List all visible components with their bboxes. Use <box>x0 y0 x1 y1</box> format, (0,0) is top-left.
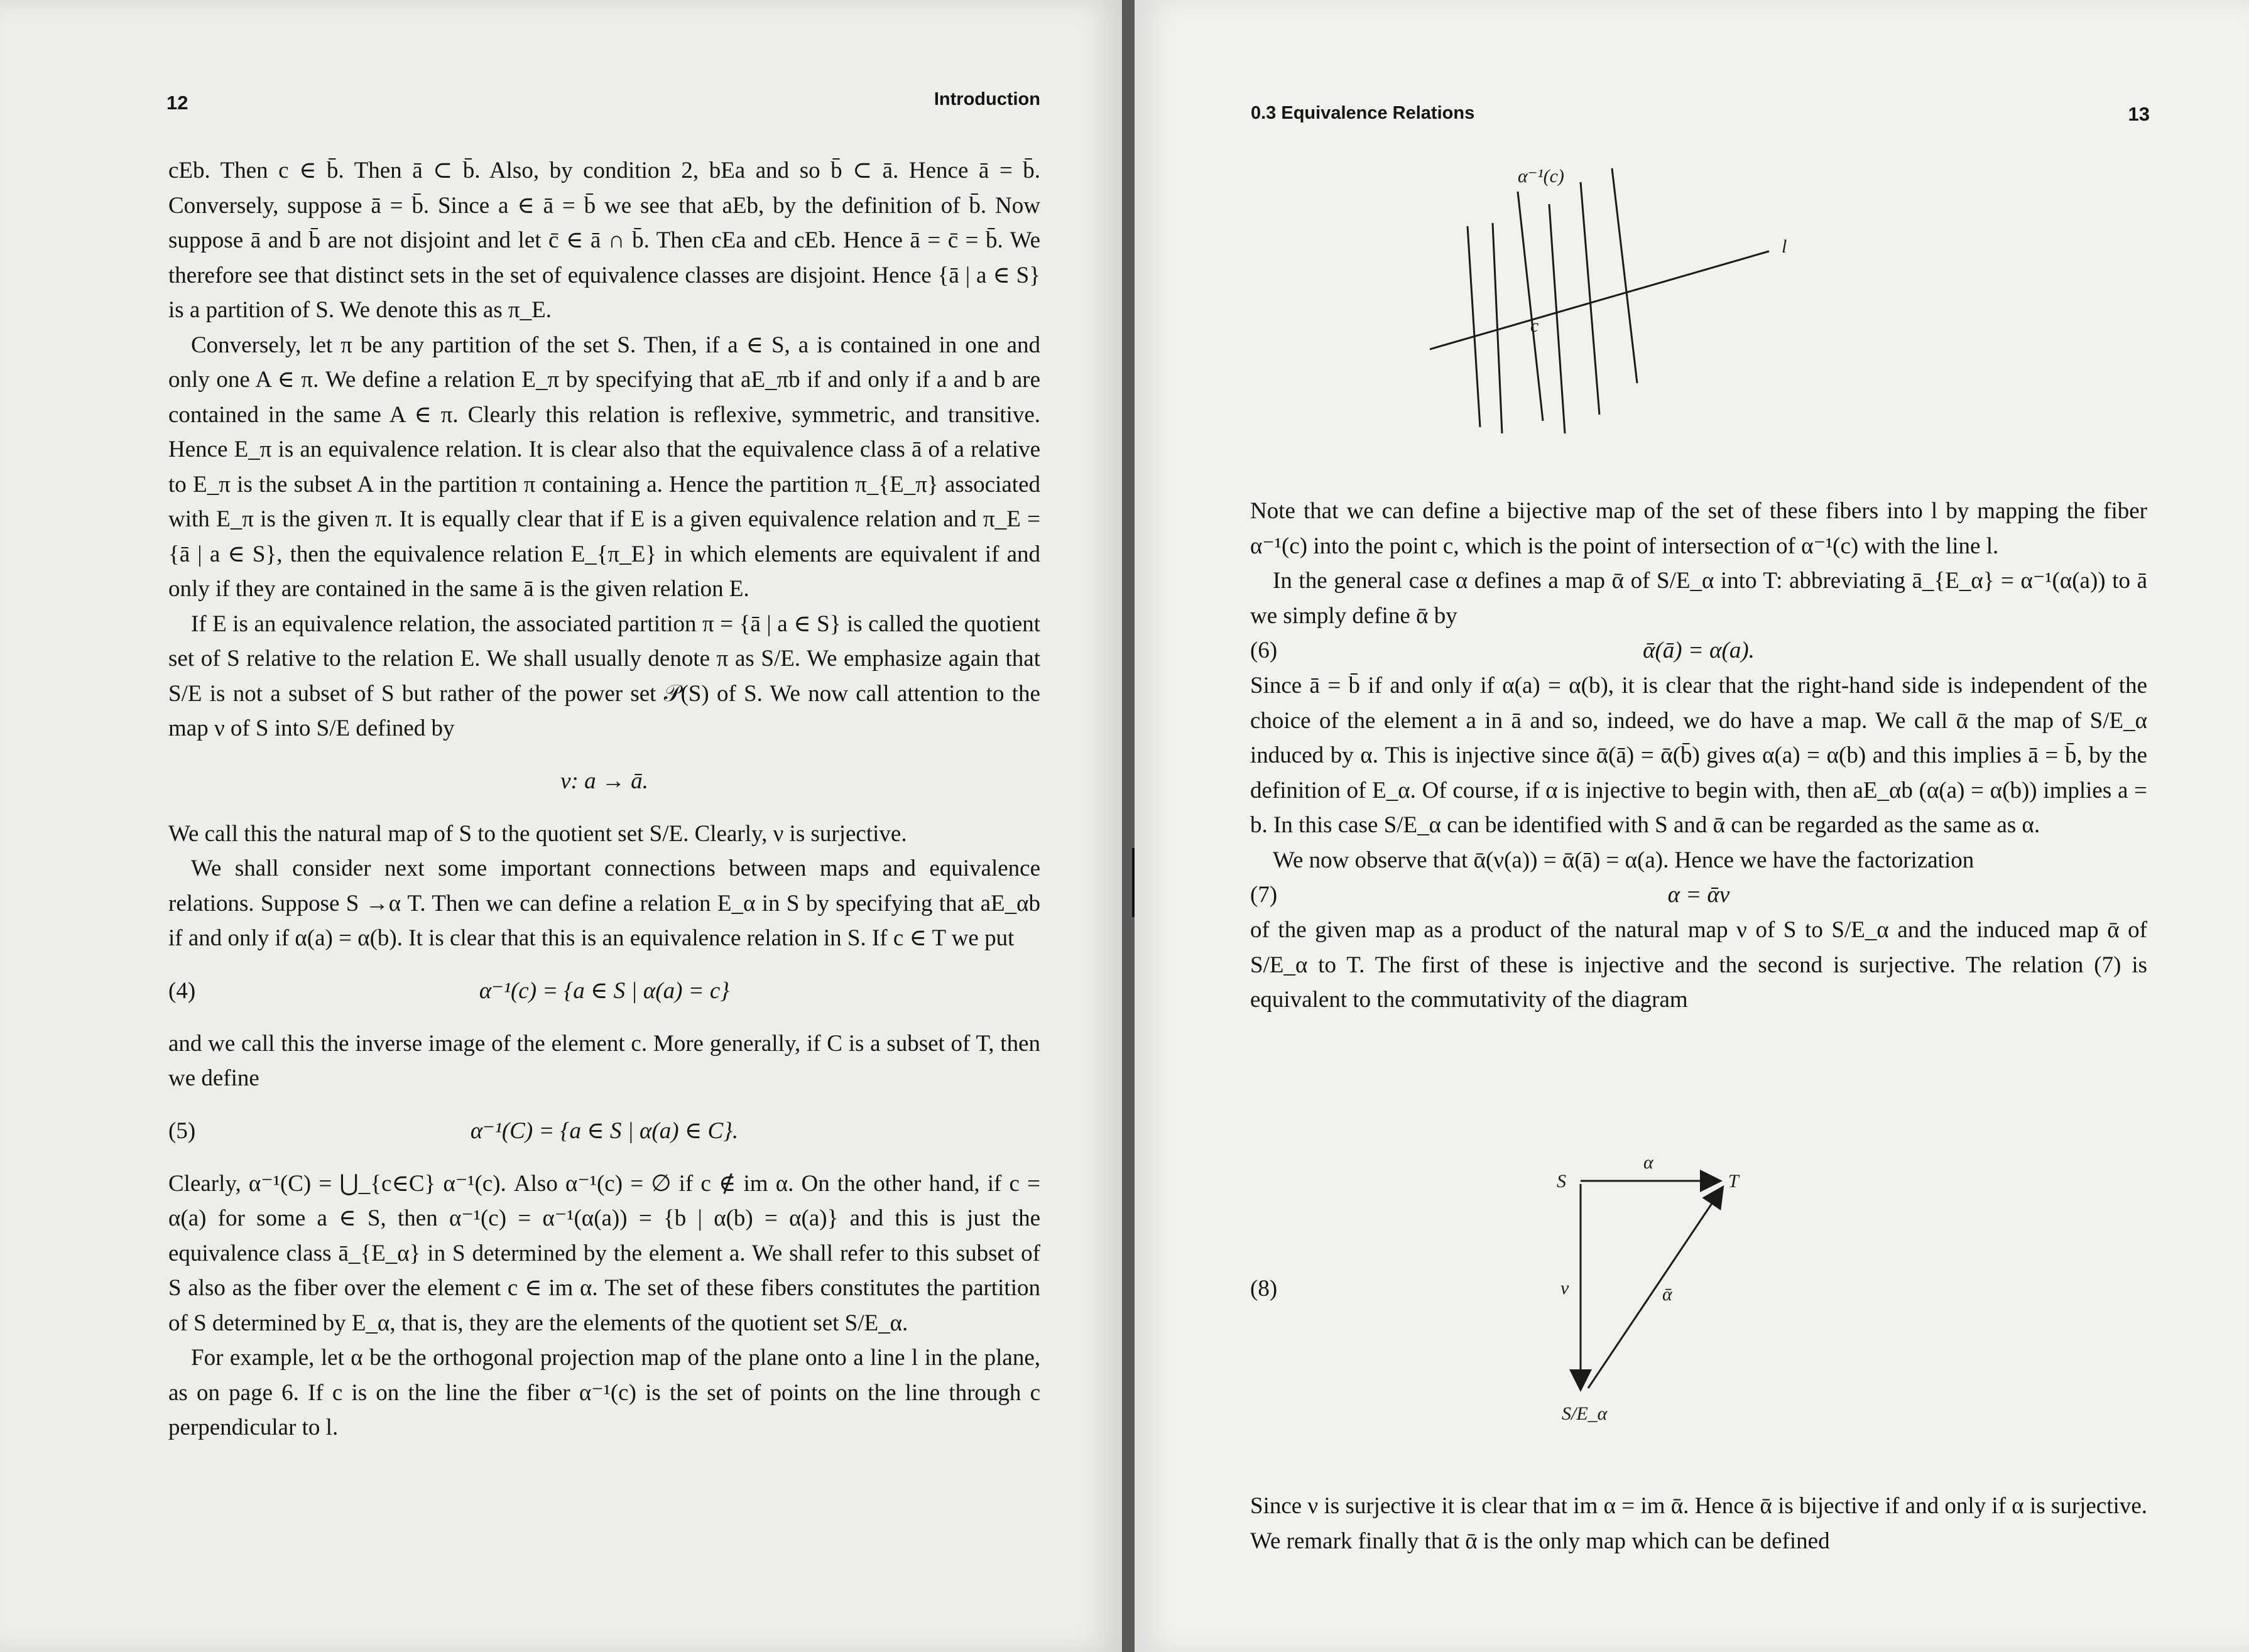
paragraph: We shall consider next some important connections between maps and equivalence relations. Suppose S →α T. Then we can define a relation E_α in S by specifying that aE_αb if and only if α(a) = α(b). It is clear that this is an equivalence relation in S. If c ∈ T we put <box>168 856 1040 951</box>
fiber-figure <box>1430 157 1819 452</box>
line-l <box>1430 251 1769 349</box>
paragraph: Conversely, let π be any partition of the set S. Then, if a ∈ S, a is contained in one and only one A ∈ π. We define a relation E_π by specifying that aE_πb if and only if a and b are contained in the same A ∈ π. Clearly this relation is reflexive, symmetric, and transitive. Hence E_π is an equivalence relation. It is clear also that the equivalence class ā of a relative to E_π is the subset A in the partition π containing a. Hence the partition π_{E_π} associated with E_π is the given π. It is equally clear that if E is a given equivalence relation and π_E = {ā | a ∈ S}, then the equivalence relation E_{π_E} in which elements are equivalent if and only if they are contained in the same ā is the given relation E. <box>168 332 1040 602</box>
equation-6 <box>1250 633 2147 668</box>
fiber-line <box>1581 182 1599 415</box>
fiber-line <box>1468 226 1480 427</box>
label-alpha: α <box>1643 1152 1653 1173</box>
left-page <box>0 0 1122 1652</box>
page-number: 12 <box>166 92 188 114</box>
fiber-line <box>1518 192 1543 421</box>
paragraph: Clearly, α⁻¹(C) = ⋃_{c∈C} α⁻¹(c). Also α⁻¹(c) = ∅ if c ∉ im α. On the other hand, if c = α(a) for some a ∈ S, then α⁻¹(c) = α⁻¹(α(a)) = {b | α(b) = α(a)} and this is just the equivalence class ā_{E_α} in S determined by the element a. We shall refer to this subset of S also as the fiber over the element c ∈ im α. The set of these fibers constitutes the partition of S determined by E_α, that is, they are the elements of the quotient set S/E_α. <box>168 1170 1040 1336</box>
right-page <box>1135 0 2249 1652</box>
paragraph: If E is an equivalence relation, the associated partition π = {ā | a ∈ S} is called the quotient set of S relative to the relation E. We shall usually denote π as S/E. We emphasize again that S/E is not a subset of S but rather of the power set 𝒫(S) of S. We now call attention to the map ν of S into S/E defined by <box>168 611 1040 741</box>
paragraph: and we call this the inverse image of the element c. More generally, if C is a subset of T, then we define <box>168 1030 1040 1091</box>
equation-expression: ᾱ(ā) = α(a). <box>1643 638 1755 663</box>
node-SE: S/E_α <box>1562 1403 1608 1424</box>
label-nu: ν <box>1560 1278 1569 1298</box>
equation-5 <box>168 1114 1040 1149</box>
paragraph: Note that we can define a bijective map of the set of these fibers into l by mapping the fiber α⁻¹(c) into the point c, which is the point of intersection of α⁻¹(c) with the line l. <box>1250 498 2147 559</box>
paragraph: Since ā = b̄ if and only if α(a) = α(b), it is clear that the right-hand side is independent of the choice of the element a in ā and so, indeed, we do have a map. We call ᾱ the map of S/E_α induced by α. This is injective since ᾱ(ā) = ᾱ(b̄) gives α(a) = α(b) and this implies ā = b̄, by the definition of E_α. Of course, if α is injective to begin with, then aE_αb (α(a) = α(b)) implies a = b. In this case S/E_α can be identified with S and ᾱ can be regarded as the same as α. <box>1250 673 2147 838</box>
node-S: S <box>1557 1171 1566 1192</box>
point-label: c <box>1530 315 1539 336</box>
fiber-line <box>1612 168 1637 383</box>
arrow-alphabar <box>1588 1188 1722 1388</box>
equation-4 <box>168 974 1040 1009</box>
equation-number: (7) <box>1250 882 1278 908</box>
node-T: T <box>1728 1171 1739 1192</box>
running-head: Introduction <box>934 89 1040 109</box>
paragraph: We now observe that ᾱ(ν(a)) = ᾱ(ā) = α(a). Hence we have the factorization <box>1273 847 1974 873</box>
equation-expression: ν: a → ā. <box>560 768 648 794</box>
fiber-label: α⁻¹(c) <box>1518 166 1564 187</box>
equation-7 <box>1250 878 2147 913</box>
equation-number: (6) <box>1250 638 1278 663</box>
commutative-diagram <box>1549 1149 1750 1445</box>
paragraph: For example, let α be the orthogonal projection map of the plane onto a line l in the plane, as on page 6. If c is on the line the fiber α⁻¹(c) is the set of points on the line through c perpendicular to l. <box>168 1345 1040 1440</box>
paragraph: cEb. Then c ∈ b̄. Then ā ⊂ b̄. Also, by condition 2, bEa and so b̄ ⊂ ā. Hence ā = b̄. Conversely, suppose ā = b̄. Since a ∈ ā = b̄ we see that aEb, by the definition of b̄. Now suppose ā and b̄ are not disjoint and let c̄ ∈ ā ∩ b̄. Then cEa and cEb. Hence ā = c̄ = b̄. We therefore see that distinct sets in the set of equivalence classes are disjoint. Hence {ā | a ∈ S} is a partition of S. We denote this as π_E. <box>168 158 1040 323</box>
page-number: 13 <box>2128 103 2150 125</box>
left-body <box>168 153 1040 1445</box>
equation-number: (5) <box>168 1117 196 1144</box>
equation-number: (4) <box>168 977 196 1004</box>
right-body-top <box>1250 494 2147 1018</box>
paragraph: of the given map as a product of the natural map ν of S to S/E_α and the induced map ᾱ of S/E_α to T. The first of these is injective and the second is surjective. The relation (7) is equivalent to the commutativity of the diagram <box>1250 917 2147 1013</box>
equation-expression: α = ᾱν <box>1667 882 1730 908</box>
equation-expression: α⁻¹(C) = {a ∈ S | α(a) ∈ C}. <box>470 1117 739 1144</box>
label-alphabar: ᾱ <box>1662 1284 1672 1305</box>
paragraph: Since ν is surjective it is clear that im α = im ᾱ. Hence ᾱ is bijective if and only if α is surjective. We remark finally that ᾱ is the only map which can be defined <box>1250 1493 2147 1554</box>
section-head: 0.3 Equivalence Relations <box>1251 103 1475 123</box>
diagram-number: (8) <box>1250 1276 1278 1301</box>
paragraph: In the general case α defines a map ᾱ of S/E_α into T: abbreviating ā_{E_α} = α⁻¹(α(a)) to ā we simply define ᾱ by <box>1250 568 2147 629</box>
fiber-line <box>1549 204 1565 433</box>
equation-expression: α⁻¹(c) = {a ∈ S | α(a) = c} <box>479 977 730 1004</box>
line-label: l <box>1782 236 1787 257</box>
paragraph: We call this the natural map of S to the quotient set S/E. Clearly, ν is surjective. <box>168 820 907 847</box>
right-body-bottom <box>1250 1489 2147 1558</box>
display-equation <box>168 764 1040 799</box>
